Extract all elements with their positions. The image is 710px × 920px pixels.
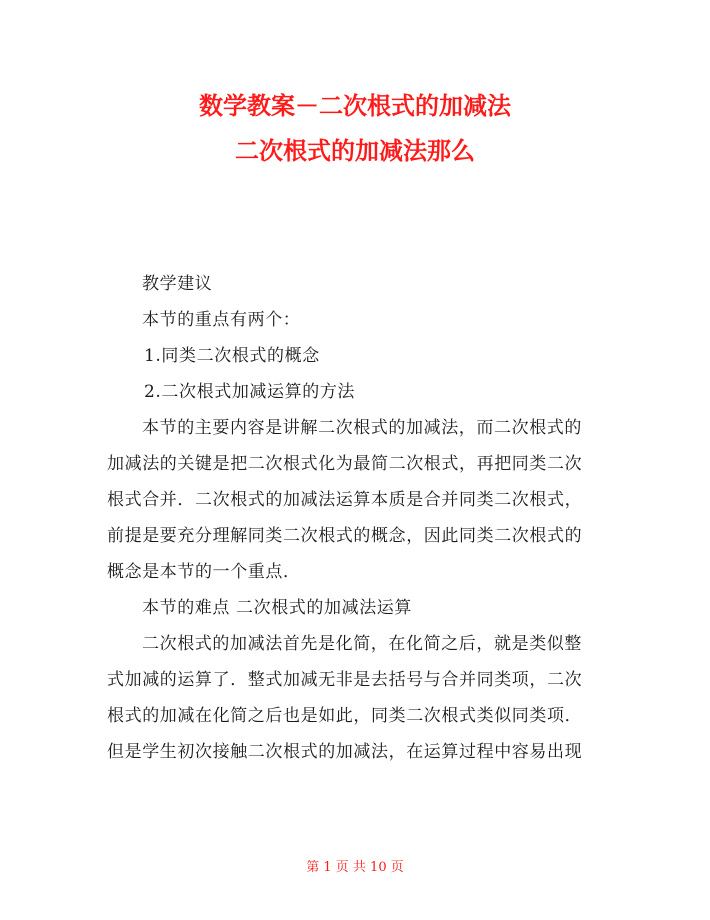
document-title: 数学教案－二次根式的加减法 — [199, 92, 511, 120]
list-item: 1.同类二次根式的概念 — [144, 346, 320, 366]
paragraph-line: 前提是要充分理解同类二次根式的概念，因此同类二次根式的 — [107, 526, 583, 546]
paragraph-line: 式加减的运算了．整式加减无非是去括号与合并同类项，二次 — [107, 670, 583, 690]
paragraph-line: 但是学生初次接触二次根式的加减法，在运算过程中容易出现 — [107, 742, 583, 762]
section-heading: 教学建议 — [142, 274, 213, 294]
paragraph-line: 本节的重点有两个： — [142, 310, 301, 330]
list-item: 2.二次根式加减运算的方法 — [144, 382, 356, 402]
document-subtitle: 二次根式的加减法那么 — [235, 137, 475, 165]
paragraph-line: 加减法的关键是把二次根式化为最简二次根式，再把同类二次 — [107, 454, 583, 474]
paragraph-line: 概念是本节的一个重点． — [107, 562, 301, 582]
paragraph-line: 二次根式的加减法首先是化简，在化简之后，就是类似整 — [142, 634, 582, 654]
section-heading: 本节的难点 二次根式的加减法运算 — [142, 598, 413, 618]
document-body — [107, 266, 605, 770]
paragraph-line: 本节的主要内容是讲解二次根式的加减法，而二次根式的 — [142, 418, 582, 438]
paragraph-line: 根式合并．二次根式的加减法运算本质是合并同类二次根式， — [107, 490, 583, 510]
page-number: 第 1 页 共 10 页 — [306, 860, 404, 875]
paragraph-line: 根式的加减在化简之后也是如此，同类二次根式类似同类项． — [107, 706, 583, 726]
